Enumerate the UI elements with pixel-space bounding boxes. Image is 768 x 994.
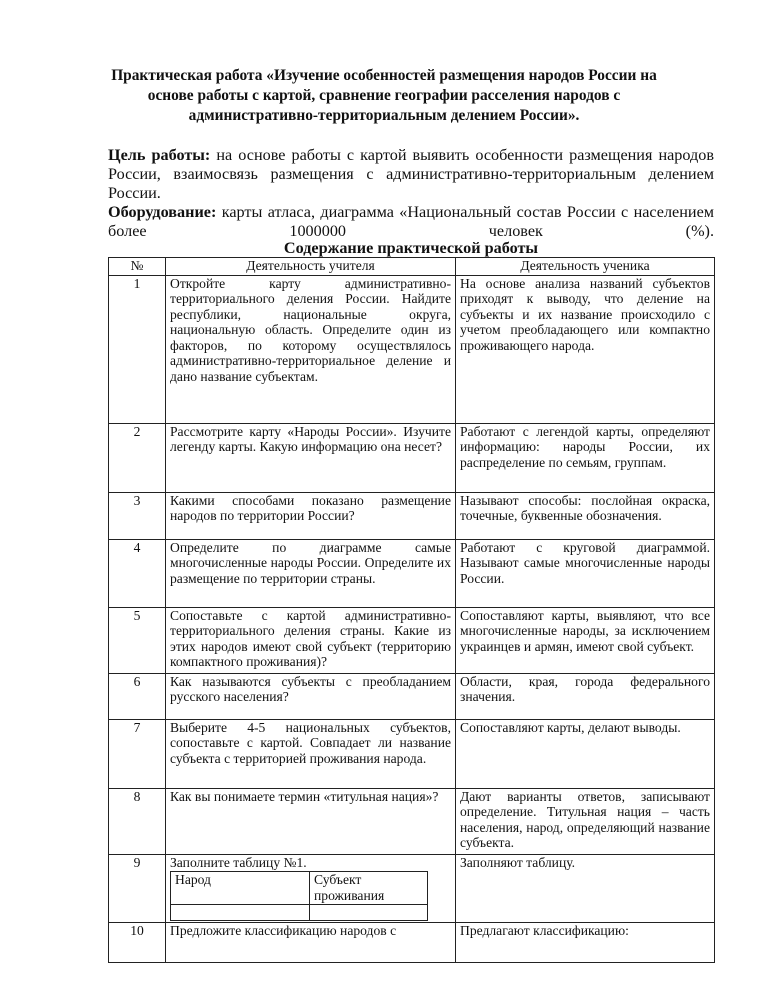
table-row [109, 719, 715, 788]
student-cell: Сопоставляют карты, делают выводы. [456, 719, 715, 788]
table-row [109, 607, 715, 673]
row-num: 8 [109, 788, 166, 854]
teacher-cell: Предложите классификацию народов с [166, 923, 456, 963]
row-num: 9 [109, 854, 166, 923]
goal-text: на основе работы с картой выявить особенности размещения народов России, взаимосвязь размещения с административно-территориальным делением России. [108, 146, 715, 202]
work-table [108, 257, 715, 963]
table-row [109, 275, 715, 423]
teacher-cell: Какими способами показано размещение народов по территории России? [166, 492, 456, 539]
row-num: 6 [109, 673, 166, 719]
table-row [109, 423, 715, 492]
document-title: Практическая работа «Изучение особенностей размещения народов России на основе работы с картой, сравнение географии расселения народов с административно-территориальным делением России». [111, 67, 657, 124]
teacher-cell: Сопоставьте с картой административно-территориального деления страны. Какие из этих народов имеют свой субъект (территорию компактного проживания)? [166, 607, 456, 673]
inner-table-row [171, 905, 428, 921]
inner-cell [171, 905, 310, 921]
equipment-text: карты атласа, диаграмма «Национальный состав России с населением более 1000000 человек (%). [108, 203, 714, 240]
student-cell: Работают с легендой карты, определяют информацию: народы России, их распределение по семьям, группам. [456, 423, 715, 492]
inner-cell [310, 905, 428, 921]
student-cell: Предлагают классификацию: [456, 923, 715, 963]
student-cell: На основе анализа названий субъектов приходят к выводу, что деление на субъекты и их название происходило с учетом преобладающего или компактно проживающего народа. [456, 275, 715, 423]
row-num: 1 [109, 275, 166, 423]
teacher-cell: Как называются субъекты с преобладанием русского населения? [166, 673, 456, 719]
row-num: 5 [109, 607, 166, 673]
row-num: 10 [109, 923, 166, 963]
row-num: 2 [109, 423, 166, 492]
inner-col-people: Народ [171, 872, 310, 905]
goal-label: Цель работы: [108, 146, 211, 164]
table-row [109, 492, 715, 539]
teacher-cell: Рассмотрите карту «Народы России». Изучите легенду карты. Какую информацию она несет? [166, 423, 456, 492]
student-cell: Заполняют таблицу. [456, 854, 715, 923]
table-row [109, 788, 715, 854]
section-heading: Содержание практической работы [283, 239, 539, 257]
inner-table [170, 871, 428, 921]
goal-block [108, 146, 714, 241]
header-teacher: Деятельность учителя [166, 258, 456, 276]
student-cell: Сопоставляют карты, выявляют, что все многочисленные народы, за исключением украинцев и армян, имеют свой субъект. [456, 607, 715, 673]
teacher-cell: Как вы понимаете термин «титульная нация»? [166, 788, 456, 854]
student-cell: Называют способы: послойная окраска, точечные, буквенные обозначения. [456, 492, 715, 539]
table-row [109, 923, 715, 963]
inner-col-subject: Субъект проживания [310, 872, 428, 905]
student-cell: Работают с круговой диаграммой. Называют самые многочисленные народы России. [456, 539, 715, 607]
equipment-label: Оборудование: [108, 203, 217, 221]
equipment-paragraph [108, 203, 714, 241]
goal-paragraph [108, 146, 714, 203]
teacher-cell: Определите по диаграмме самые многочисленные народы России. Определите их размещение по территории страны. [166, 539, 456, 607]
table-row [109, 539, 715, 607]
student-cell: Области, края, города федерального значения. [456, 673, 715, 719]
row-num: 7 [109, 719, 166, 788]
teacher-cell-text: Заполните таблицу №1. [170, 854, 307, 870]
table-row [109, 673, 715, 719]
table-row [109, 854, 715, 923]
inner-table-header [171, 872, 428, 905]
row-num: 4 [109, 539, 166, 607]
header-num: № [109, 258, 166, 276]
student-cell: Дают варианты ответов, записывают определение. Титульная нация – часть населения, народ, определяющий название субъекта. [456, 788, 715, 854]
header-student: Деятельность ученика [456, 258, 715, 276]
teacher-cell [166, 854, 456, 923]
table-header-row [109, 258, 715, 276]
row-num: 3 [109, 492, 166, 539]
teacher-cell: Откройте карту административно-территориального деления России. Найдите республики, национальные округа, национальную область. Определите один из факторов, по которому осуществлялось административно-территориальное деление и дано название субъектам. [166, 275, 456, 423]
teacher-cell: Выберите 4-5 национальных субъектов, сопоставьте с картой. Совпадает ли название субъекта с территорией проживания народа. [166, 719, 456, 788]
